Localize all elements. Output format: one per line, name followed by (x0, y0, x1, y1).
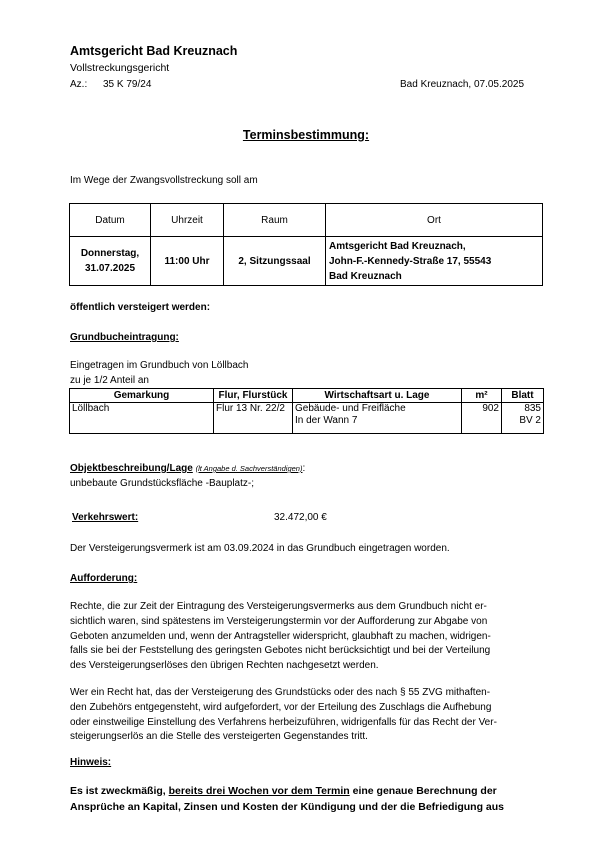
object-heading (70, 463, 305, 474)
grundbuch-heading: Grundbucheintragung: (70, 332, 179, 343)
cell-wirtschaftsart (293, 403, 462, 434)
blatt-line-2: BV 2 (519, 415, 541, 426)
paragraph-line: Rechte, die zur Zeit der Eintragung des Versteigerungsvermerks aus dem Grundbuch nicht er- (70, 601, 487, 612)
object-heading-note: (lt Angabe d. Sachverständigen) (195, 464, 303, 473)
grundbuch-header-row (70, 389, 544, 403)
object-heading-colon: : (302, 463, 306, 474)
aufforderung-heading: Aufforderung: (70, 573, 138, 584)
header-uhrzeit: Uhrzeit (151, 204, 224, 237)
column-flur: Flur, Flurstück (214, 389, 293, 403)
object-heading-text: Objektbeschreibung/Lage (70, 463, 193, 474)
appointment-date-value: 31.07.2025 (84, 263, 136, 274)
header-raum: Raum (224, 204, 326, 237)
appointment-weekday: Donnerstag, (80, 248, 140, 259)
aufforderung-paragraph-1 (70, 600, 530, 674)
column-m2: m² (462, 389, 502, 403)
column-wirtschaftsart: Wirtschaftsart u. Lage (293, 389, 462, 403)
paragraph-line: falls sie bei der Feststellung des geringsten Gebotes nicht berücksichtigt und bei der Verteilung (70, 645, 491, 657)
file-number-label: Az.: (70, 79, 88, 90)
column-blatt: Blatt (502, 389, 544, 403)
grundbuch-registered: Eingetragen im Grundbuch von Löllbach (70, 360, 249, 371)
paragraph-line: Wer ein Recht hat, das der Versteigerung des Grundstücks oder des nach § 55 ZVG mithaften- (70, 687, 491, 698)
grundbuch-share: zu je 1/2 Anteil an (70, 375, 149, 386)
hinweis-heading: Hinweis: (70, 757, 112, 768)
file-number: 35 K 79/24 (103, 79, 152, 90)
appointment-room: 2, Sitzungssaal (224, 237, 326, 286)
appointment-table (69, 203, 543, 286)
court-department: Vollstreckungsgericht (70, 62, 170, 74)
vermerk-text: Der Versteigerungsvermerk ist am 03.09.2024 in das Grundbuch eingetragen worden. (70, 543, 450, 554)
appointment-date (70, 237, 151, 286)
hinweis-line-1-start: Es ist zweckmäßig, (70, 785, 169, 797)
hinweis-line-1-end: eine genaue Berechnung der (349, 785, 497, 797)
hinweis-line-1 (70, 784, 504, 800)
paragraph-line: Geboten anzumelden und, wenn der Antragsteller widerspricht, glaubhaft zu machen, widrigen- (70, 630, 491, 642)
appointment-place (326, 237, 543, 286)
document-title: Terminsbestimmung: (242, 128, 370, 142)
market-value: 32.472,00 € (274, 512, 327, 523)
place-line-3: Bad Kreuznach (329, 270, 402, 282)
wirtschaftsart-line-1: Gebäude- und Freifläche (295, 403, 406, 414)
appointment-time: 11:00 Uhr (151, 237, 224, 286)
header-ort: Ort (326, 204, 543, 237)
paragraph-line: steigerungserlös an die Stelle des versteigerten Gegenstandes tritt. (70, 731, 368, 743)
table-row (70, 403, 544, 434)
cell-flur: Flur 13 Nr. 22/2 (214, 403, 293, 434)
appointment-row (70, 237, 543, 286)
hinweis-deadline: bereits drei Wochen vor dem Termin (168, 785, 350, 797)
grundbuch-table (69, 388, 544, 434)
market-value-label: Verkehrswert: (72, 512, 139, 523)
paragraph-line: den Zubehörs entgegensteht, wird aufgefordert, vor der Erteilung des Zuschlags die Aufhebung (70, 701, 492, 713)
hinweis-line-2: Ansprüche an Kapital, Zinsen und Kosten der Kündigung und der die Befriedigung aus (70, 800, 505, 813)
aufforderung-paragraph-2 (70, 686, 530, 745)
cell-blatt (502, 403, 544, 434)
hinweis-text (70, 784, 504, 815)
cell-gemarkung: Löllbach (70, 403, 214, 434)
blatt-line-1: 835 (524, 403, 541, 414)
place-and-date: Bad Kreuznach, 07.05.2025 (400, 79, 524, 90)
wirtschaftsart-line-2: In der Wann 7 (295, 415, 358, 426)
place-line-1: Amtsgericht Bad Kreuznach, (329, 240, 466, 252)
paragraph-line: des Versteigerungserlöses den übrigen Rechten nachgesetzt werden. (70, 660, 379, 672)
intro-text: Im Wege der Zwangsvollstreckung soll am (70, 175, 258, 186)
paragraph-line: sichtlich waren, sind spätestens im Versteigerungstermin vor der Aufforderung zur Abgabe von (70, 615, 488, 627)
cell-m2: 902 (462, 403, 502, 434)
header-datum: Datum (70, 204, 151, 237)
appointment-header-row (70, 204, 543, 237)
auction-statement: öffentlich versteigert werden: (70, 302, 211, 313)
column-gemarkung: Gemarkung (70, 389, 214, 403)
paragraph-line: oder einstweilige Einstellung des Verfahrens herbeizuführen, widrigenfalls für das Recht der Ver- (70, 716, 497, 728)
place-line-2: John-F.-Kennedy-Straße 17, 55543 (329, 255, 492, 267)
object-description: unbebaute Grundstücksfläche -Bauplatz-; (70, 478, 254, 489)
court-name: Amtsgericht Bad Kreuznach (70, 44, 238, 58)
